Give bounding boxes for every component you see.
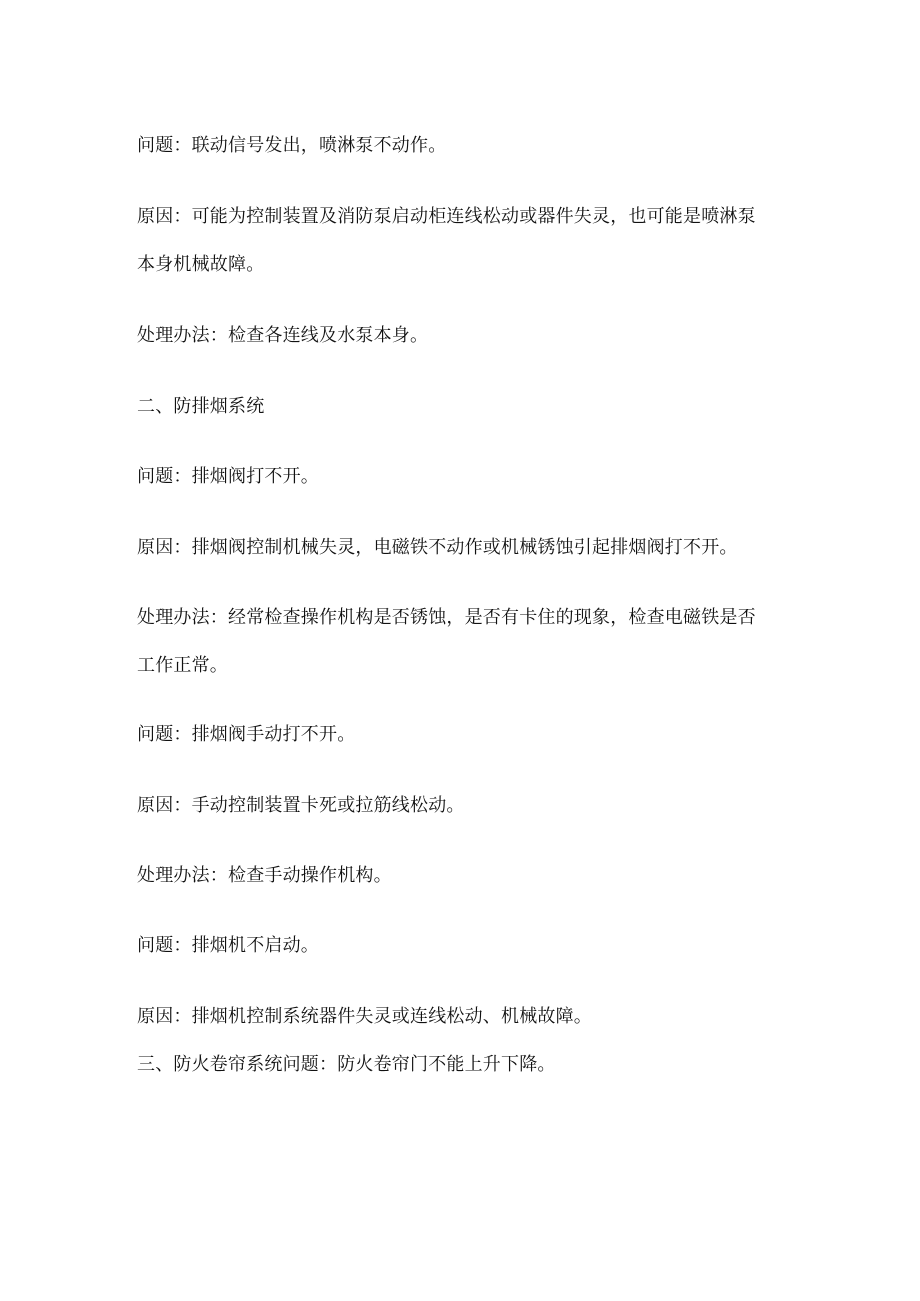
text-line-6: 问题：排烟阀打不开。 — [137, 466, 319, 487]
text-line-1: 问题：联动信号发出，喷淋泵不动作。 — [137, 135, 447, 156]
text-line-8: 处理办法：经常检查操作机构是否锈蚀，是否有卡住的现象，检查电磁铁是否 — [137, 607, 756, 628]
text-line-2: 原因：可能为控制装置及消防泵启动柜连线松动或器件失灵，也可能是喷淋泵 — [137, 206, 756, 227]
text-line-13: 问题：排烟机不启动。 — [137, 935, 319, 956]
text-line-3: 本身机械故障。 — [137, 254, 265, 275]
text-line-12: 处理办法：检查手动操作机构。 — [137, 865, 392, 886]
text-line-10: 问题：排烟阀手动打不开。 — [137, 724, 356, 745]
text-line-14: 原因：排烟机控制系统器件失灵或连线松动、机械故障。 — [137, 1006, 592, 1027]
section-heading-3: 三、防火卷帘系统问题：防火卷帘门不能上升下降。 — [137, 1054, 556, 1075]
text-line-11: 原因：手动控制装置卡死或拉筋线松动。 — [137, 795, 465, 816]
text-line-4: 处理办法：检查各连线及水泵本身。 — [137, 325, 429, 346]
text-line-9: 工作正常。 — [137, 655, 228, 676]
text-line-7: 原因：排烟阀控制机械失灵，电磁铁不动作或机械锈蚀引起排烟阀打不开。 — [137, 537, 738, 558]
section-heading-2: 二、防排烟系统 — [137, 396, 265, 417]
